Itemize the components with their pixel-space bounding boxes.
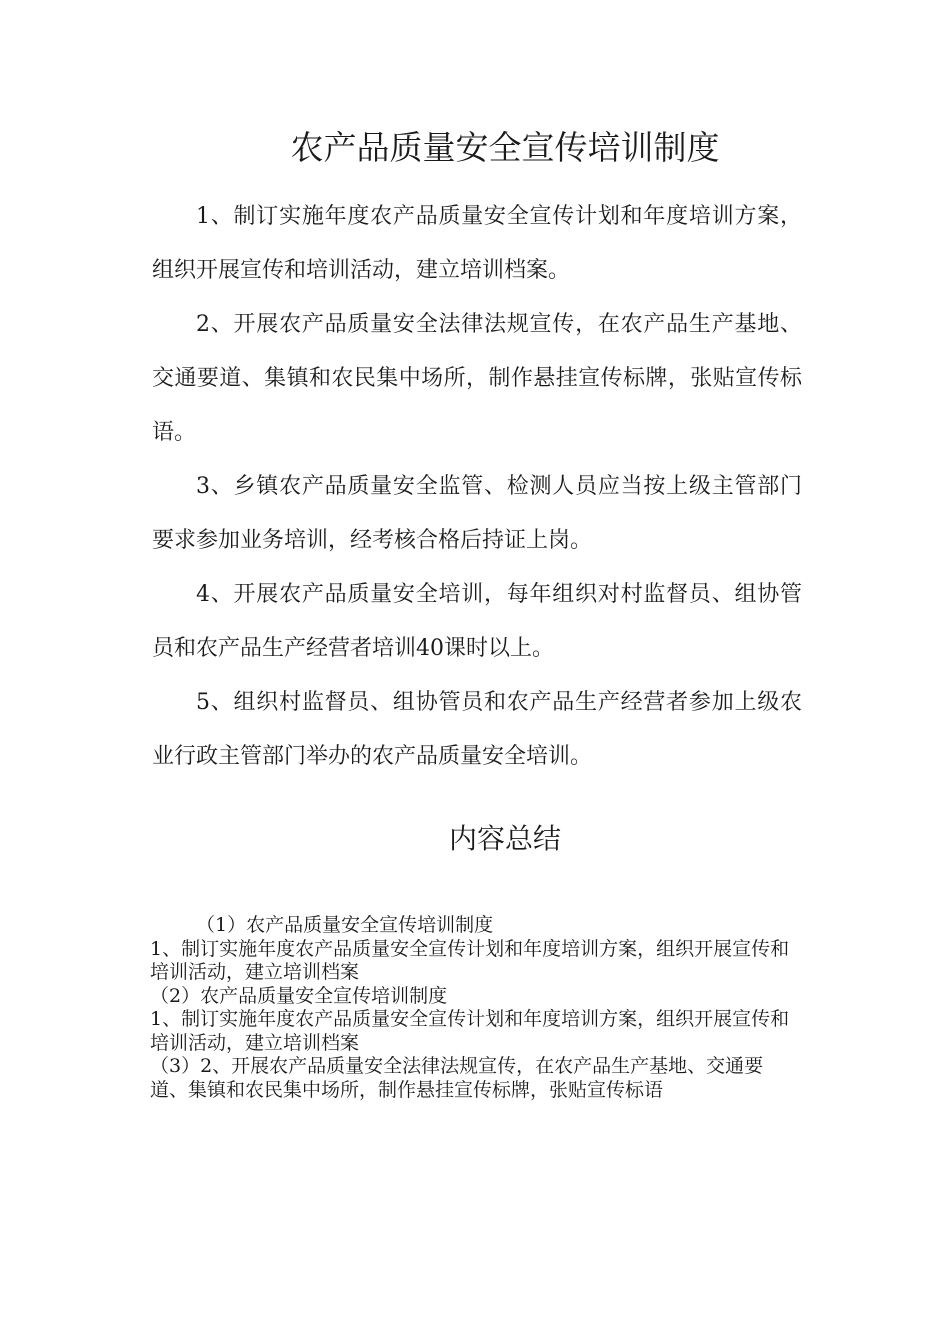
summary-line-5: （3）2、开展农产品质量安全法律法规宣传，在农产品生产基地、交通要道、集镇和农民集中场所，制作悬挂宣传标牌，张贴宣传标语 [150, 1055, 764, 1101]
summary-line-1: （1）农产品质量安全宣传培训制度 [196, 914, 494, 936]
paragraph-4: 4、开展农产品质量安全培训，每年组织对村监督员、组协管员和农产品生产经营者培训40课时以上。 [152, 582, 802, 661]
summary-line-2: 1、制订实施年度农产品质量安全宣传计划和年度培训方案，组织开展宣传和培训活动，建立培训档案 [150, 937, 790, 983]
document-body [152, 190, 802, 784]
summary-line-3: （2）农产品质量安全宣传培训制度 [150, 984, 448, 1007]
paragraph-2: 2、开展农产品质量安全法律法规宣传，在农产品生产基地、交通要道、集镇和农民集中场所，制作悬挂宣传标牌，张贴宣传标语。 [152, 312, 802, 445]
summary-title: 内容总结 [448, 822, 561, 855]
summary-line-4: 1、制订实施年度农产品质量安全宣传计划和年度培训方案，组织开展宣传和培训活动，建立培训档案 [150, 1008, 790, 1054]
summary-section [150, 914, 800, 1102]
paragraph-3: 3、乡镇农产品质量安全监管、检测人员应当按上级主管部门要求参加业务培训，经考核合格后持证上岗。 [152, 474, 802, 553]
document-title: 农产品质量安全宣传培训制度 [290, 128, 720, 167]
paragraph-1: 1、制订实施年度农产品质量安全宣传计划和年度培训方案，组织开展宣传和培训活动，建立培训档案。 [152, 204, 802, 283]
paragraph-5: 5、组织村监督员、组协管员和农产品生产经营者参加上级农业行政主管部门举办的农产品质量安全培训。 [152, 690, 802, 769]
